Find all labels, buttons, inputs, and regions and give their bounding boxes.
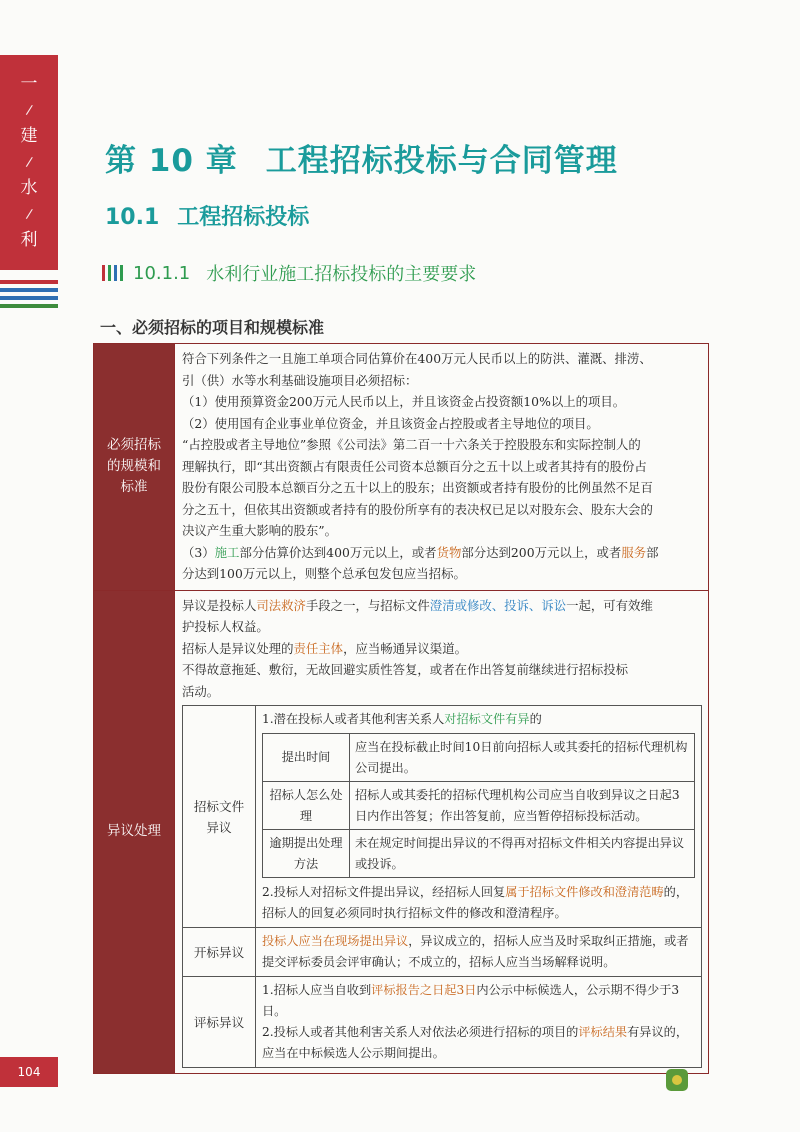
text-line: （2）使用国有企业事业单位资金，并且该资金占控股或者主导地位的项目。 — [182, 415, 599, 431]
chapter-number: 第 10 章 — [105, 143, 238, 179]
doc-objection-detail-table — [262, 733, 695, 878]
corner-logo-icon — [666, 1069, 688, 1091]
table-row — [94, 590, 709, 1074]
text-line: 1.招标人应当自收到评标报告之日起3日内公示中标候选人，公示期不得少于3日。 — [262, 983, 680, 1018]
subsection-name: 水利行业施工招标投标的主要要求 — [206, 264, 477, 285]
detail-content: 未在规定时间提出异议的不得再对招标文件相关内容提出异议或投诉。 — [350, 830, 695, 878]
detail-label: 逾期提出处理方法 — [263, 830, 350, 878]
table-row — [183, 977, 702, 1068]
main-table — [93, 343, 709, 1074]
text-line: 异议是投标人司法救济手段之一，与招标文件澄清或修改、投诉、诉讼一起，可有效维 — [182, 597, 653, 613]
text-line: 分之五十，但依其出资额或者持有的股份所享有的表决权已足以对股东会、股东大会的 — [182, 501, 653, 517]
row-label: 必须招标 的规模和 标准 — [94, 344, 175, 591]
text-line: 活动。 — [182, 683, 220, 699]
stripe — [0, 280, 58, 284]
detail-content: 招标人或其委托的招标代理机构公司应当自收到异议之日起3日内作出答复；作出答复前，应当暂停招标投标活动。 — [350, 782, 695, 830]
detail-content: 应当在投标截止时间10日前向招标人或其委托的招标代理机构公司提出。 — [350, 734, 695, 782]
text-line: 股份有限公司股本总额百分之五十以上的股东；出资额或者持有股份的比例虽然不足百 — [182, 480, 653, 495]
objection-table — [182, 705, 702, 1068]
open-objection-content: 投标人应当在现场提出异议，异议成立的，招标人应当及时采取纠正措施，或者提交评标委员会评审确认；不成立的，招标人应当当场解释说明。 — [256, 928, 702, 977]
row-content — [175, 590, 709, 1074]
section-title — [105, 200, 309, 231]
stripe — [0, 288, 58, 292]
detail-label: 招标人怎么处理 — [263, 782, 350, 830]
table-row — [263, 734, 695, 782]
section-number: 10.1 — [105, 205, 160, 230]
side-tab-char: 一 — [20, 74, 38, 94]
text-line: 1.潜在投标人或者其他利害关系人对招标文件有异的 — [262, 712, 542, 726]
table-row — [94, 344, 709, 591]
text-line: 招标人是异议处理的责任主体，应当畅通异议渠道。 — [182, 640, 467, 656]
side-tab-divider: / — [24, 154, 34, 171]
table-row — [183, 706, 702, 928]
heading-one: 一、必须招标的项目和规模标准 — [100, 318, 325, 337]
eval-objection-content — [256, 977, 702, 1068]
text-line: 2.投标人或者其他利害关系人对依法必须进行招标的项目的评标结果有异议的，应当在中标候选人公示期间提出。 — [262, 1025, 689, 1060]
text-line: 引（供）水等水利基础设施项目必须招标： — [182, 372, 418, 388]
page-number: 104 — [0, 1057, 58, 1087]
text-line: 2.投标人对招标文件提出异议，经招标人回复属于招标文件修改和澄清范畴的，招标人的回复必须同时执行招标文件的修改和澄清程序。 — [262, 885, 689, 920]
stripe — [0, 304, 58, 308]
subsection-title — [102, 260, 476, 286]
side-tab-divider: / — [24, 102, 34, 119]
side-tab — [0, 55, 58, 270]
side-tab-divider: / — [24, 206, 34, 223]
table-row — [263, 830, 695, 878]
chapter-name: 工程招标投标与合同管理 — [265, 143, 618, 179]
chapter-title — [105, 135, 618, 180]
text-line: 决议产生重大影响的股东”。 — [182, 523, 338, 538]
row-content — [175, 344, 709, 591]
section-name: 工程招标投标 — [177, 205, 310, 230]
text-line: 不得故意拖延、敷衍，无故回避实质性答复，或者在作出答复前继续进行招标投标 — [182, 662, 629, 677]
doc-objection-content — [256, 706, 702, 928]
open-objection-label: 开标异议 — [183, 928, 256, 977]
side-tab-char: 建 — [20, 126, 38, 146]
table-row — [183, 928, 702, 977]
text-line: “占控股或者主导地位”参照《公司法》第二百一十六条关于控股股东和实际控制人的 — [182, 437, 641, 452]
row-label: 异议处理 — [94, 590, 175, 1074]
doc-objection-label: 招标文件 异议 — [183, 706, 256, 928]
side-tab-char: 水 — [20, 178, 38, 198]
text-line: （3）施工部分估算价达到400万元以上，或者货物部分达到200万元以上，或者服务部 — [182, 544, 659, 560]
subsection-number: 10.1.1 — [133, 262, 191, 284]
text-line: 理解执行，即“其出资额占有限责任公司资本总额百分之五十以上或者其持有的股份占 — [182, 458, 647, 474]
stripe — [0, 296, 58, 300]
side-tab-char: 利 — [20, 230, 38, 250]
text-line: （1）使用预算资金200万元人民币以上，并且该资金占投资额10%以上的项目。 — [182, 394, 626, 409]
text-line: 符合下列条件之一且施工单项合同估算价在400万元人民币以上的防洪、灌溉、排涝、 — [182, 351, 652, 366]
side-stripes — [0, 280, 58, 312]
eval-objection-label: 评标异议 — [183, 977, 256, 1068]
text-line: 分达到100万元以上，则整个总承包发包应当招标。 — [182, 566, 466, 581]
table-row — [263, 782, 695, 830]
bars-icon — [102, 265, 123, 281]
detail-label: 提出时间 — [263, 734, 350, 782]
text-line: 护投标人权益。 — [182, 619, 269, 634]
